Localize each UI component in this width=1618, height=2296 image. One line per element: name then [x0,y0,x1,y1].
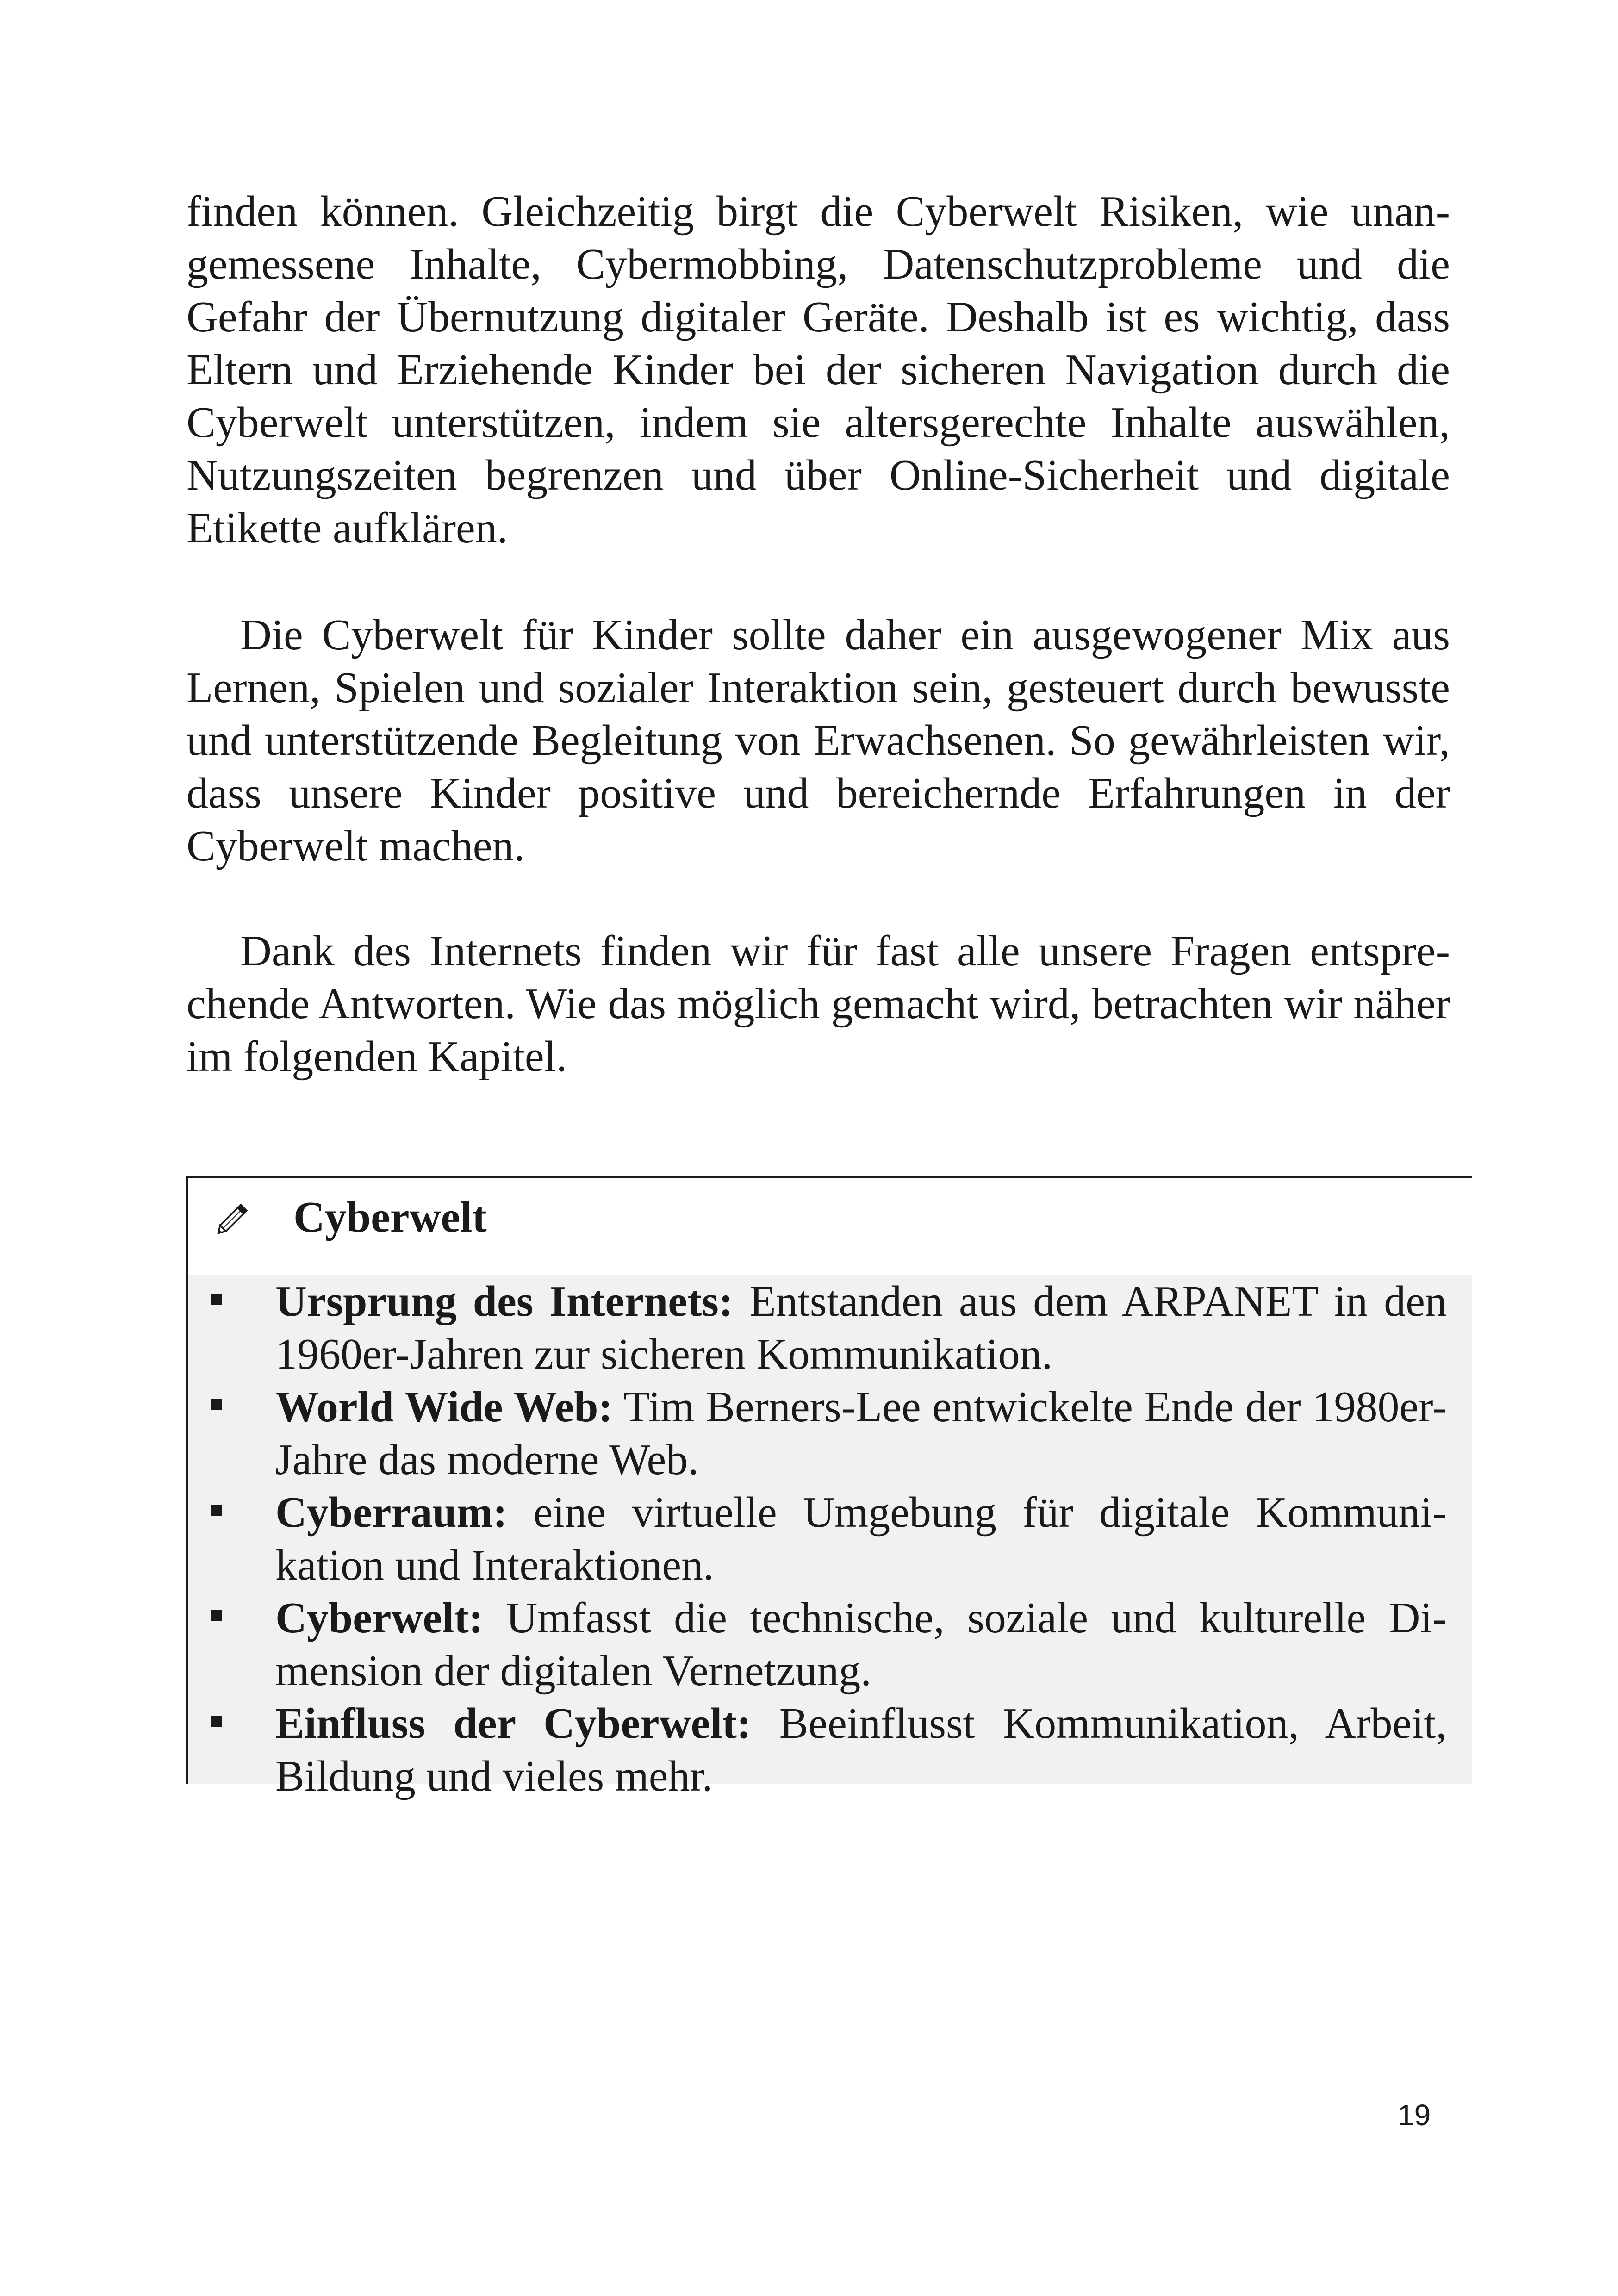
square-bullet-icon [211,1610,222,1621]
summary-box-header [188,1178,1472,1275]
list-item [188,1592,1447,1697]
summary-box-title: Cyberwelt [293,1193,487,1241]
list-item-term: Einfluss der Cyberwelt: [275,1699,752,1748]
list-item-text: Entstanden aus dem ARPANET in den 1960er-Jahren zur sicheren Kommunikation. [275,1277,1447,1378]
list-item-term: Cyberwelt: [275,1594,483,1642]
pencil-icon [211,1199,253,1240]
list-item-text: eine virtuelle Umgebung für digitale Kommunikation und Interaktionen. [275,1488,1447,1589]
summary-box-left-border [186,1176,188,1784]
square-bullet-icon [211,1294,222,1305]
list-item-term: Ursprung des Internets: [275,1277,734,1325]
summary-box-body [188,1275,1472,1800]
list-item [188,1697,1447,1803]
body-paragraph-1: finden können. Gleichzeitig birgt die Cyberwelt Risiken, wie unangemessene Inhalte, Cybermobbing, Datenschutzprobleme und die Gefahr der Übernutzung digitaler Geräte. Deshalb ist es wichtig, dass Eltern und Erziehende Kinder bei der sicheren Navigation durch die Cyberwelt unterstützen, indem sie altersgerechte Inhalte auswählen, Nutzungszeiten begrenzen und über Online-Sicherheit und digitale Etikette aufklären. [187,187,1450,552]
body-paragraph-3: Dank des Internets finden wir für fast alle unsere Fragen entsprechende Antworten. Wie das möglich gemacht wird, betrachten wir näher im folgenden Kapitel. [187,927,1450,1081]
square-bullet-icon [211,1399,222,1410]
list-item-term: World Wide Web: [275,1383,613,1431]
list-item-text: Beeinflusst Kommunikation, Arbeit, Bildung und vieles mehr. [275,1699,1447,1800]
list-item [188,1381,1447,1486]
list-item [188,1486,1447,1592]
list-item-term: Cyberraum: [275,1488,508,1537]
body-paragraph-2: Die Cyberwelt für Kinder sollte daher ein ausgewogener Mix aus Lernen, Spielen und sozialer Interaktion sein, gesteuert durch bewusste und unterstützende Begleitung von Erwachsenen. So gewährleisten wir, dass unsere Kinder positive und bereichernde Erfahrungen in der Cyberwelt machen. [187,611,1450,870]
summary-box [186,1176,1472,1800]
list-item-text: Umfasst die technische, soziale und kulturelle Dimension der digitalen Vernetzung. [275,1594,1447,1695]
list-item-text: Tim Berners-Lee entwickelte Ende der 1980er-Jahre das moderne Web. [275,1383,1447,1484]
square-bullet-icon [211,1505,222,1516]
summary-list [188,1275,1472,1803]
square-bullet-icon [211,1716,222,1727]
page-number: 19 [1398,2098,1431,2132]
list-item [188,1275,1447,1381]
